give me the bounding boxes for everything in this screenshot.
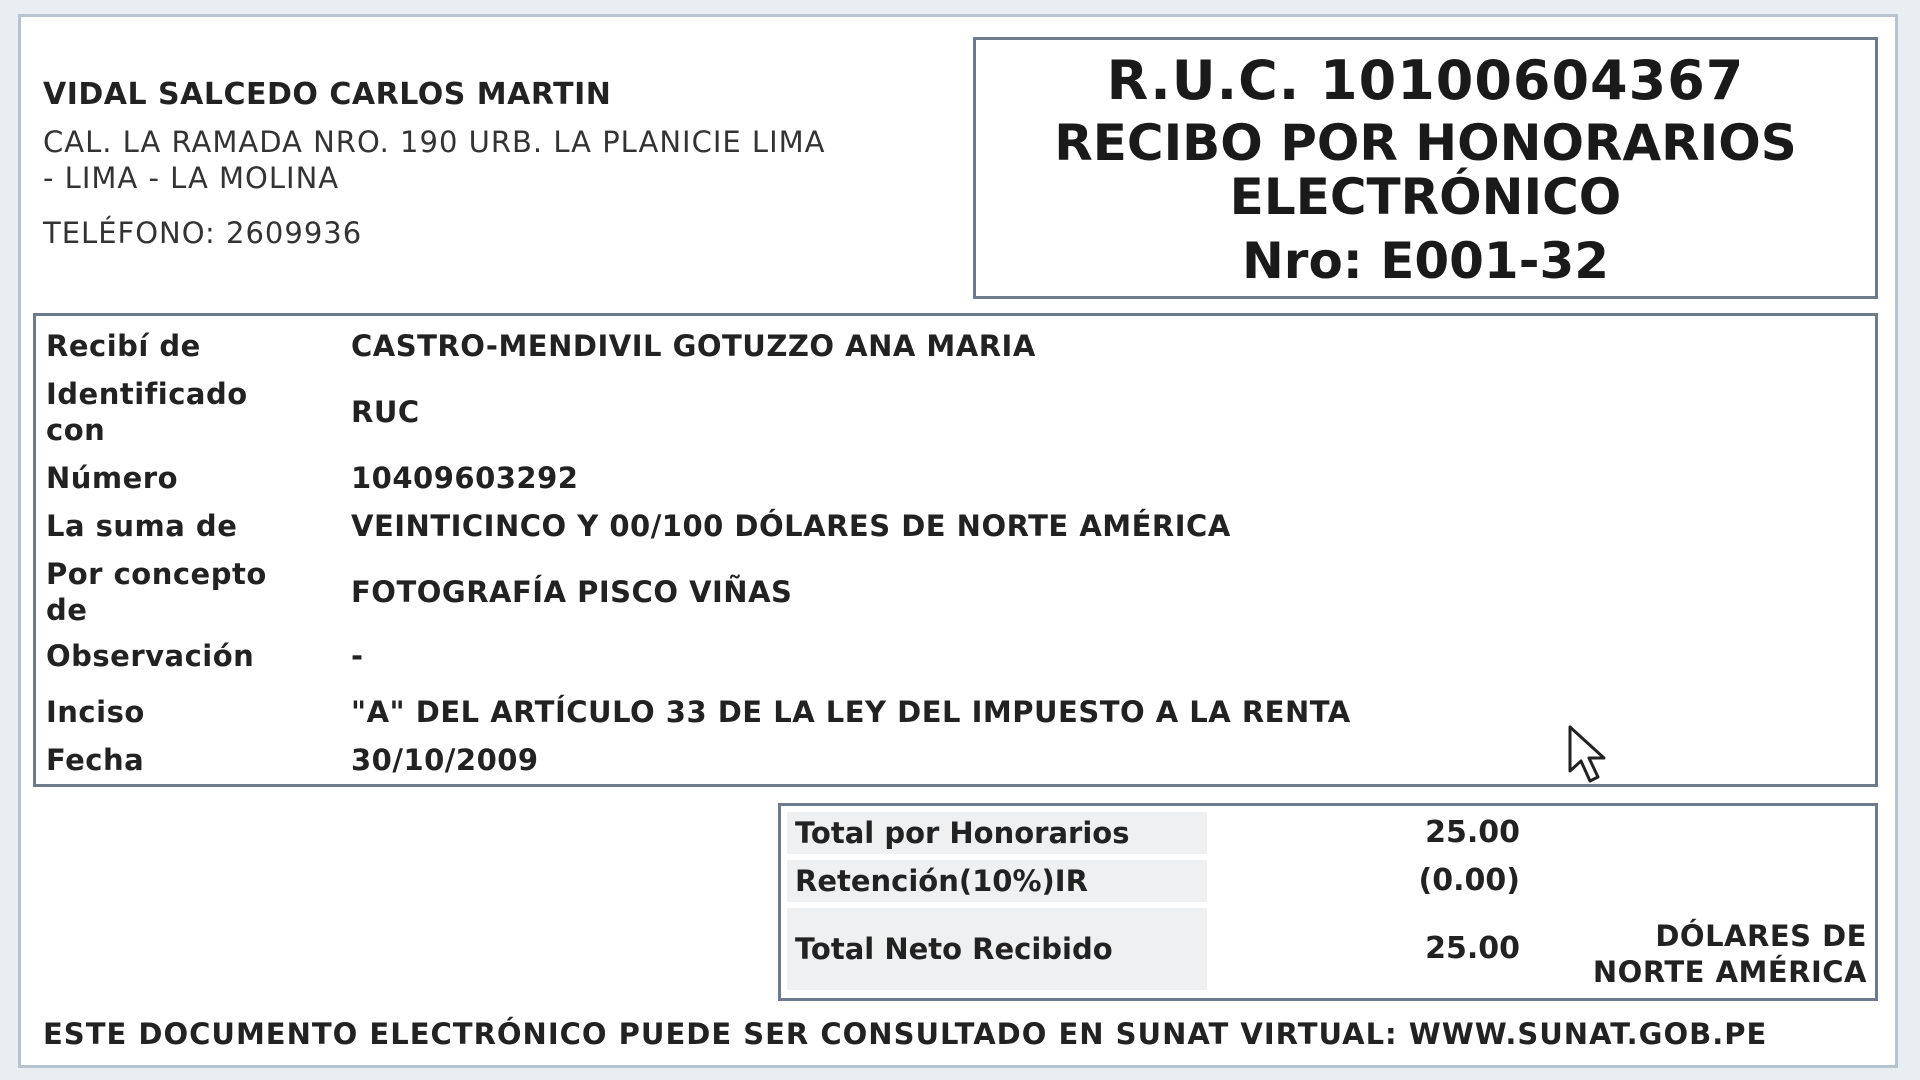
- detail-value: FOTOGRAFÍA PISCO VIÑAS: [351, 575, 793, 609]
- detail-label: Por concepto de: [46, 557, 267, 627]
- detail-label: La suma de: [46, 509, 238, 543]
- ruc-number: R.U.C. 10100604367: [1106, 49, 1745, 112]
- currency-line2: NORTE AMÉRICA: [1592, 955, 1867, 989]
- currency-label: [1593, 918, 1867, 990]
- retencion-value: (0.00): [1418, 863, 1520, 898]
- detail-value: 30/10/2009: [351, 743, 539, 777]
- total-neto-label: Total Neto Recibido: [787, 908, 1207, 990]
- detail-value: VEINTICINCO Y 00/100 DÓLARES DE NORTE AMÉRICA: [351, 509, 1231, 543]
- receipt-title-line1: RECIBO POR HONORARIOS: [1054, 114, 1797, 172]
- issuer-address-line1: CAL. LA RAMADA NRO. 190 URB. LA PLANICIE LIMA: [43, 125, 826, 159]
- totals-box: [778, 803, 1878, 1001]
- issuer-name: VIDAL SALCEDO CARLOS MARTIN: [43, 77, 612, 112]
- receipt-document: [18, 14, 1898, 1068]
- issuer-address-line2: - LIMA - LA MOLINA: [43, 161, 340, 195]
- receipt-details: [33, 313, 1878, 787]
- detail-value: CASTRO-MENDIVIL GOTUZZO ANA MARIA: [351, 329, 1036, 363]
- detail-label: Número: [46, 461, 179, 495]
- issuer-block: [43, 77, 963, 250]
- currency-line1: DÓLARES DE: [1655, 919, 1867, 953]
- retencion-label: Retención(10%)IR: [787, 860, 1207, 902]
- total-honorarios-label: Total por Honorarios: [787, 812, 1207, 854]
- detail-value: "A" DEL ARTÍCULO 33 DE LA LEY DEL IMPUESTO A LA RENTA: [351, 695, 1351, 729]
- mouse-pointer-icon: [1566, 725, 1616, 787]
- detail-label: Inciso: [46, 695, 145, 729]
- detail-value: -: [351, 639, 364, 673]
- detail-label: Observación: [46, 639, 255, 673]
- ruc-header-box: [973, 37, 1878, 299]
- footer-notice: ESTE DOCUMENTO ELECTRÓNICO PUEDE SER CONSULTADO EN SUNAT VIRTUAL: WWW.SUNAT.GOB.PE: [43, 1017, 1768, 1051]
- issuer-phone: TELÉFONO: 2609936: [43, 216, 363, 250]
- receipt-title-line2: ELECTRÓNICO: [1229, 168, 1622, 226]
- detail-value: RUC: [351, 395, 420, 429]
- detail-value: 10409603292: [351, 461, 579, 495]
- total-honorarios-value: 25.00: [1425, 815, 1520, 850]
- detail-label: Fecha: [46, 743, 145, 777]
- detail-label: Recibí de: [46, 329, 201, 363]
- total-neto-value: 25.00: [1425, 931, 1520, 966]
- detail-label: Identificado con: [46, 377, 248, 447]
- receipt-number: Nro: E001-32: [1241, 232, 1610, 290]
